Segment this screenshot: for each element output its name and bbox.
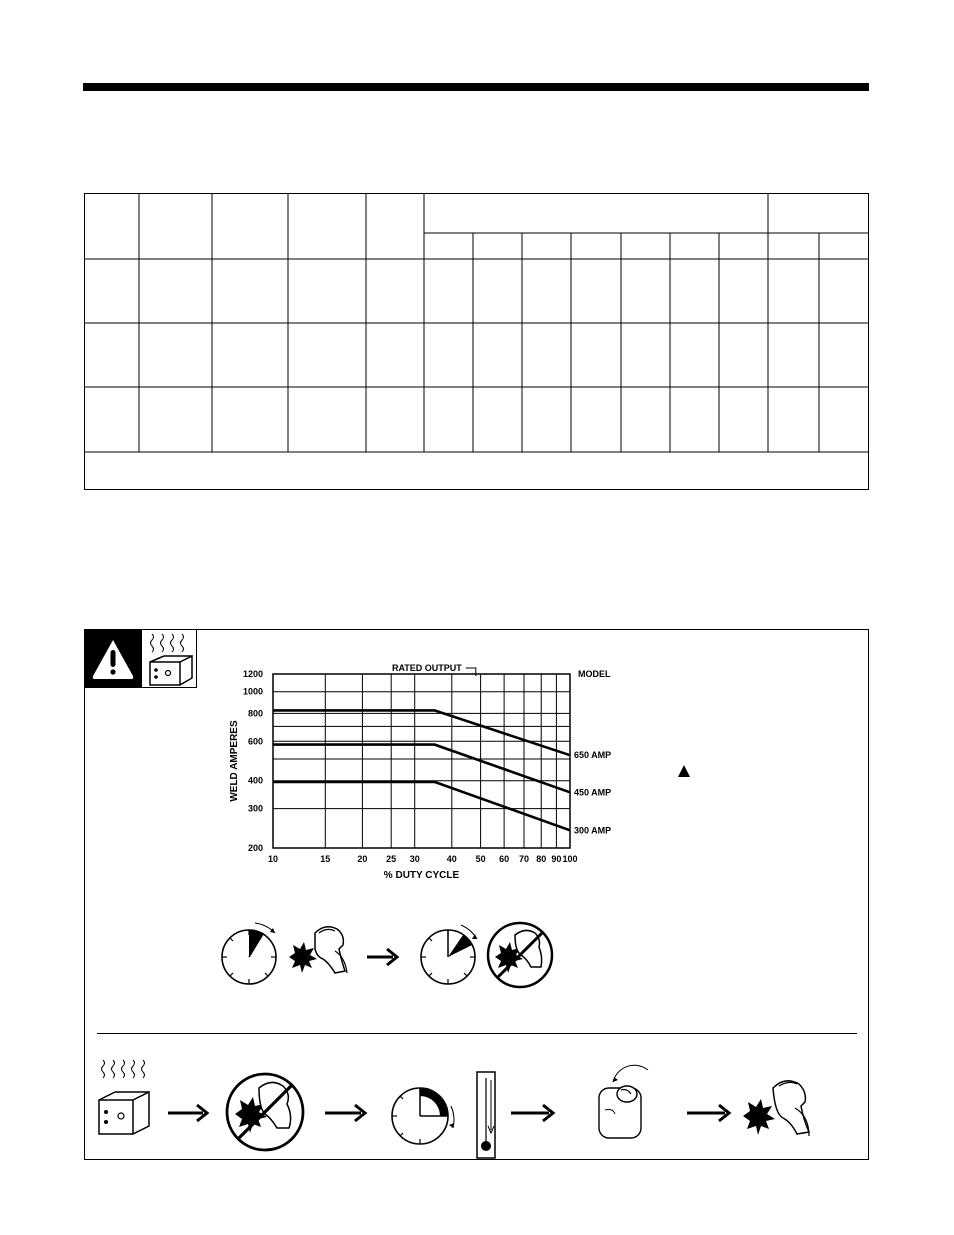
model-header: MODEL <box>578 669 611 679</box>
overheat-icon <box>141 630 197 688</box>
series-label: 450 AMP <box>574 787 612 798</box>
thermometer-icon <box>477 1072 495 1158</box>
y-tick-label: 600 <box>247 736 263 747</box>
welder-icon <box>289 927 347 973</box>
series-label: 300 AMP <box>574 825 612 836</box>
warning-icon <box>85 630 141 688</box>
header-rule <box>83 83 869 91</box>
x-tick-label: 60 <box>499 854 510 864</box>
y-tick-label: 800 <box>247 708 263 719</box>
x-tick-label: 40 <box>446 854 457 864</box>
x-axis-title: % DUTY CYCLE <box>383 870 460 881</box>
rated-output-bracket <box>466 668 476 676</box>
arrow-right-icon <box>367 949 397 965</box>
x-tick-label: 20 <box>357 854 368 864</box>
series-line <box>273 782 570 830</box>
welder-icon <box>743 1081 809 1136</box>
arrow-right-icon <box>687 1105 729 1121</box>
knob-hand-icon <box>599 1065 648 1138</box>
series-line <box>273 745 570 793</box>
x-tick-label: 15 <box>320 854 331 864</box>
overheat-icon <box>99 1060 149 1134</box>
arrow-right-icon <box>325 1105 365 1121</box>
arrow-right-icon <box>511 1105 553 1121</box>
series-label: 650 AMP <box>574 750 612 761</box>
x-tick-label: 30 <box>409 854 420 864</box>
x-tick-label: 50 <box>475 854 486 864</box>
x-tick-label: 80 <box>536 854 547 864</box>
y-tick-label: 400 <box>247 775 263 786</box>
x-tick-label: 10 <box>267 854 279 864</box>
overheat-recovery-sequence <box>93 1050 863 1160</box>
timer-icon <box>392 1088 454 1144</box>
no-welding-icon <box>488 923 552 987</box>
y-tick-label: 200 <box>247 843 263 853</box>
duty-cycle-sequence <box>215 915 575 995</box>
x-tick-label: 90 <box>551 854 562 864</box>
duty-cycle-section <box>84 629 869 1160</box>
x-tick-label: 70 <box>518 854 530 864</box>
specifications-table <box>84 193 869 490</box>
no-welding-icon <box>227 1074 303 1150</box>
timer-icon <box>421 925 477 984</box>
timer-icon <box>222 923 276 984</box>
series-line <box>273 710 570 755</box>
triangle-icon <box>677 764 691 778</box>
y-tick-label: 1000 <box>242 686 263 697</box>
y-tick-label: 300 <box>247 803 263 814</box>
x-tick-label: 25 <box>386 854 397 864</box>
plot-frame <box>273 674 570 848</box>
x-tick-label: 100 <box>562 854 578 864</box>
rated-output-label: RATED OUTPUT <box>391 663 462 673</box>
y-axis-title: WELD AMPERES <box>229 720 240 802</box>
arrow-right-icon <box>168 1105 207 1121</box>
duty-cycle-chart <box>225 660 625 890</box>
section-divider <box>97 1033 857 1034</box>
y-tick-label: 1200 <box>242 669 263 679</box>
